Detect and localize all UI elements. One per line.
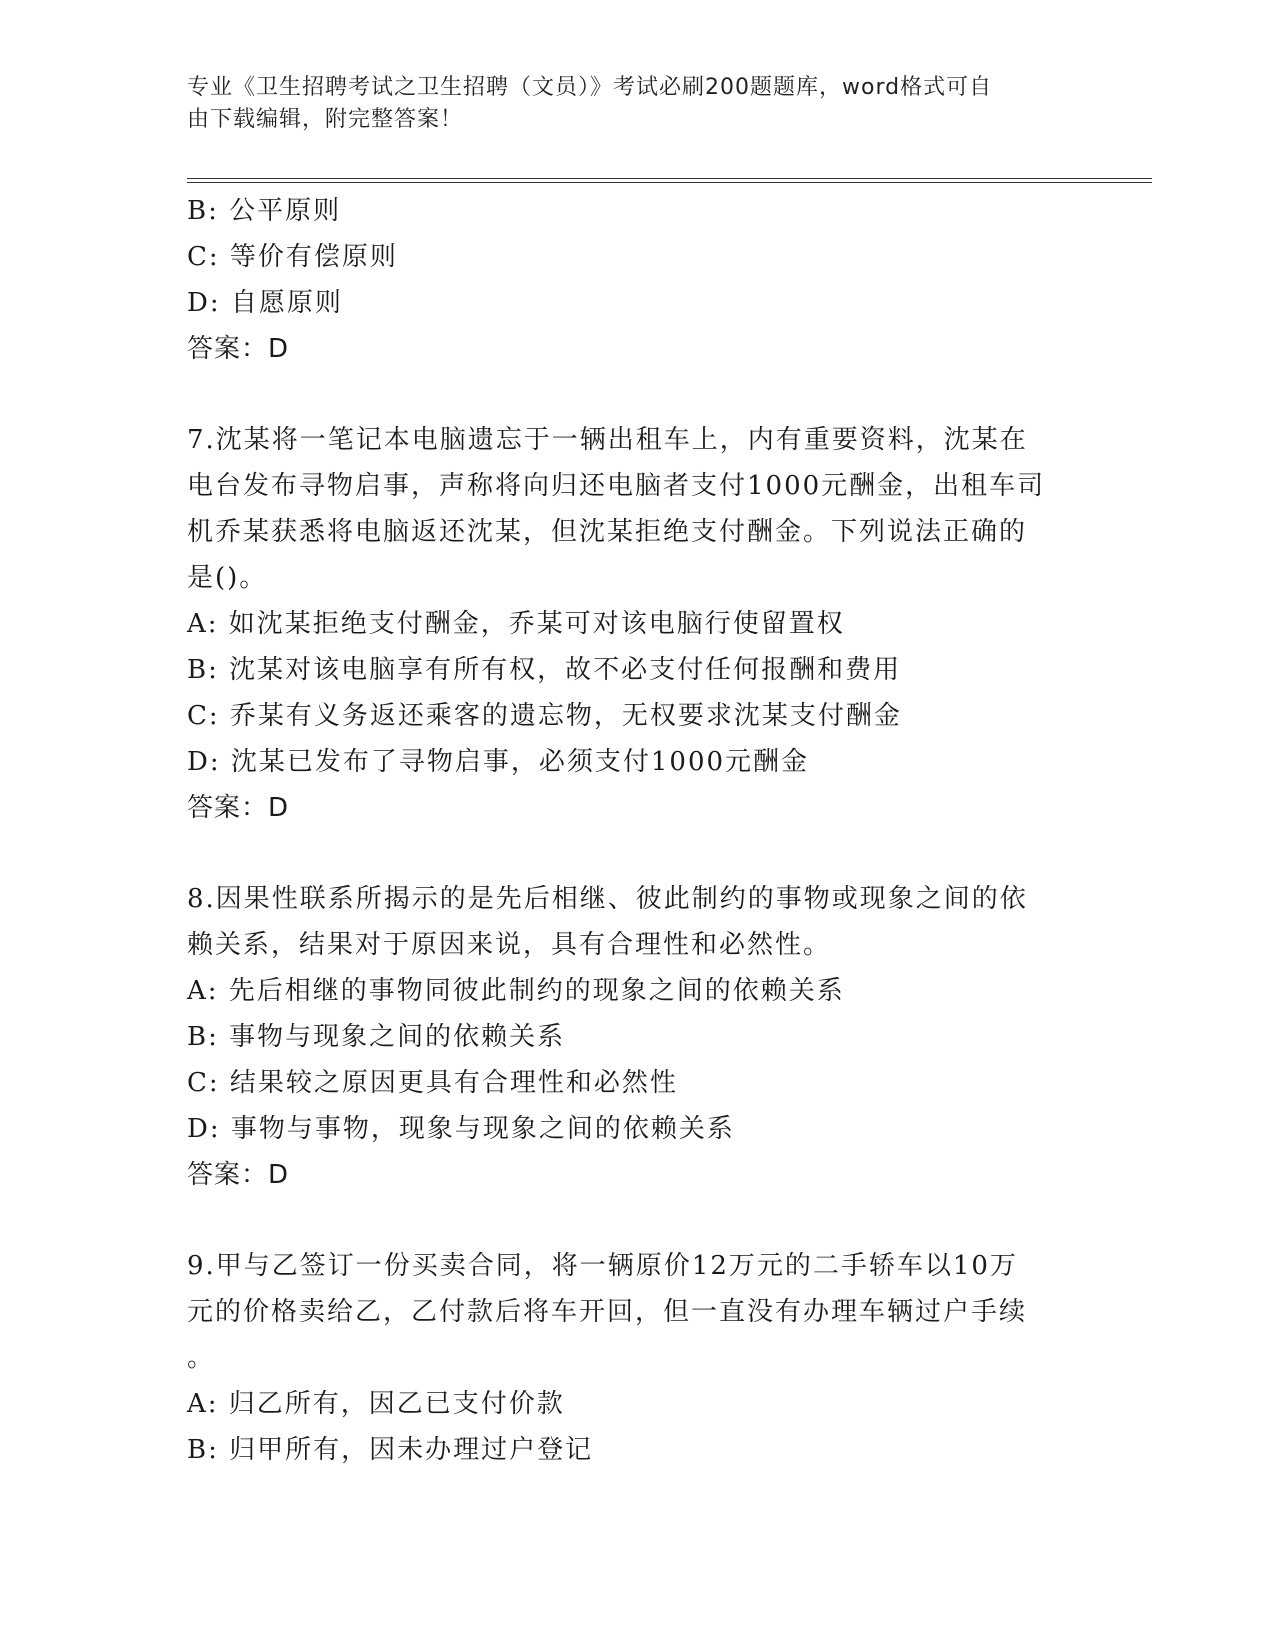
question-stem-line: 8.因果性联系所揭示的是先后相继、彼此制约的事物或现象之间的依 — [187, 884, 1028, 914]
option-d: D: 沈某已发布了寻物启事，必须支付1000元酬金 — [187, 747, 810, 777]
page-header — [187, 72, 1067, 136]
question-stem-line: 是()。 — [187, 563, 268, 593]
question-9 — [187, 1243, 1087, 1473]
option-c: C: 乔某有义务返还乘客的遗忘物，无权要求沈某支付酬金 — [187, 701, 902, 731]
option-d: D: 事物与事物，现象与现象之间的依赖关系 — [187, 1114, 735, 1144]
header-rule-bottom — [187, 182, 1152, 183]
option-a: A: 先后相继的事物同彼此制约的现象之间的依赖关系 — [187, 976, 845, 1006]
question-6-tail — [187, 188, 1087, 372]
question-7 — [187, 417, 1087, 831]
header-line-1: 专业《卫生招聘考试之卫生招聘（文员）》考试必刷200题题库，word格式可自 — [187, 75, 993, 100]
answer-line: 答案：D — [187, 334, 290, 364]
option-a: A: 如沈某拒绝支付酬金，乔某可对该电脑行使留置权 — [187, 609, 845, 639]
header-line-2: 由下载编辑，附完整答案！ — [187, 107, 464, 132]
question-stem-line: 机乔某获悉将电脑返还沈某，但沈某拒绝支付酬金。下列说法正确的 — [187, 517, 1028, 547]
question-stem-line: 电台发布寻物启事，声称将向归还电脑者支付1000元酬金，出租车司 — [187, 471, 1046, 501]
answer-line: 答案：D — [187, 793, 290, 823]
answer-line: 答案：D — [187, 1160, 290, 1190]
option-b: B: 公平原则 — [187, 196, 342, 226]
question-content — [187, 188, 1087, 1473]
question-stem-line: 元的价格卖给乙，乙付款后将车开回，但一直没有办理车辆过户手续 — [187, 1297, 1028, 1327]
option-c: C: 等价有偿原则 — [187, 242, 398, 272]
option-b: B: 事物与现象之间的依赖关系 — [187, 1022, 566, 1052]
header-rule-top — [187, 178, 1152, 179]
question-stem-line: 9.甲与乙签订一份买卖合同，将一辆原价12万元的二手轿车以10万 — [187, 1251, 1018, 1281]
question-8 — [187, 876, 1087, 1198]
option-d: D: 自愿原则 — [187, 288, 343, 318]
option-a: A: 归乙所有，因乙已支付价款 — [187, 1389, 565, 1419]
question-stem-line: 赖关系，结果对于原因来说，具有合理性和必然性。 — [187, 930, 832, 960]
option-b: B: 沈某对该电脑享有所有权，故不必支付任何报酬和费用 — [187, 655, 902, 685]
question-stem-line: 。 — [187, 1343, 216, 1373]
option-b: B: 归甲所有，因未办理过户登记 — [187, 1435, 594, 1465]
question-stem-line: 7.沈某将一笔记本电脑遗忘于一辆出租车上，内有重要资料，沈某在 — [187, 425, 1028, 455]
option-c: C: 结果较之原因更具有合理性和必然性 — [187, 1068, 678, 1098]
